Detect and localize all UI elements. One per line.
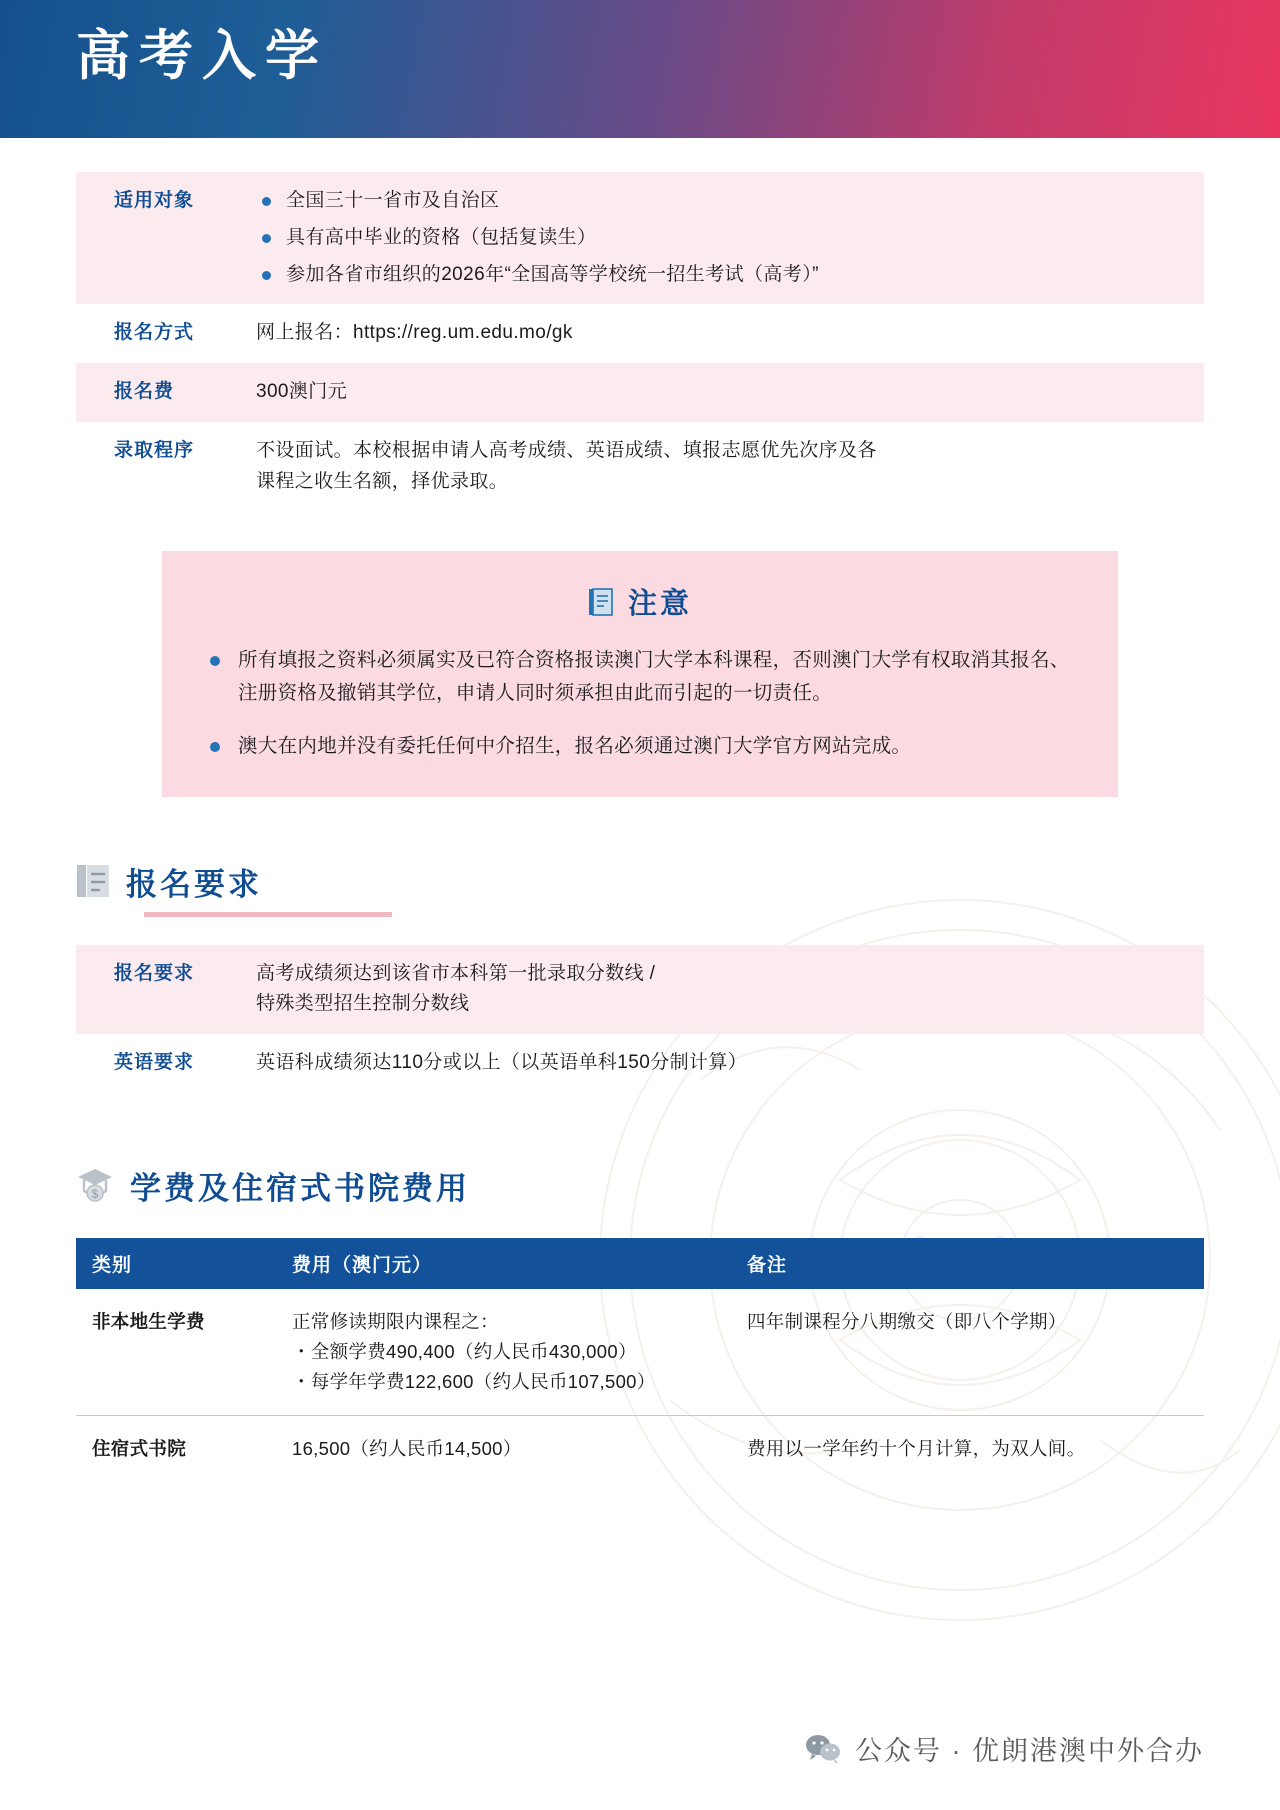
fees-table-header xyxy=(76,1238,1204,1289)
cell-fee: 16,500（约人民币14,500） xyxy=(292,1437,522,1459)
page-content xyxy=(0,172,1280,1482)
section-underline xyxy=(144,912,392,917)
notice-title: 注意 xyxy=(627,588,692,621)
wechat-icon xyxy=(805,1734,841,1764)
info-value-application-url[interactable]: 网上报名：https://reg.um.edu.mo/gk xyxy=(256,322,573,344)
cell-category: 非本地生学费 xyxy=(76,1289,276,1415)
requirements-table xyxy=(76,945,1204,1093)
cell-remark: 费用以一学年约十个月计算，为双人间。 xyxy=(747,1437,1086,1459)
info-value: 不设面试。本校根据申请人高考成绩、英语成绩、填报志愿优先次序及各课程之收生名额，择优录取。 xyxy=(256,439,877,492)
notice-header xyxy=(206,581,1074,622)
fees-table-body xyxy=(76,1289,1204,1482)
list-item: 全国三十一省市及自治区 xyxy=(256,186,1184,217)
cell-category: 住宿式书院 xyxy=(92,1437,187,1459)
cell-fee xyxy=(276,1289,731,1415)
fee-line-1: 正常修读期限内课程之： xyxy=(292,1310,499,1332)
requirement-line-1: 高考成绩须达到该省市本科第一批录取分数线 / xyxy=(256,962,656,984)
info-label: 报名费 xyxy=(114,381,175,403)
info-row-eligibility xyxy=(76,172,1204,304)
graduation-cap-icon xyxy=(76,1165,114,1205)
notice-box xyxy=(162,551,1118,796)
info-label: 适用对象 xyxy=(114,190,195,211)
list-item: 澳大在内地并没有委托任何中介招生，报名必须通过澳门大学官方网站完成。 xyxy=(206,730,1074,763)
info-label: 报名要求 xyxy=(114,962,195,984)
info-label: 报名方式 xyxy=(114,322,195,344)
fee-line-2: ・全额学费490,400（约人民币430,000） xyxy=(292,1340,637,1362)
footer-text: 公众号 · 优朗港澳中外合办 xyxy=(855,1736,1204,1766)
info-row-application-fee xyxy=(76,363,1204,422)
column-header-remark: 备注 xyxy=(731,1238,1204,1289)
fee-line-3: ・每学年学费122,600（约人民币107,500） xyxy=(292,1370,656,1392)
info-label: 录取程序 xyxy=(114,439,195,461)
requirement-line-2: 特殊类型招生控制分数线 xyxy=(256,993,470,1015)
footer xyxy=(805,1729,1204,1768)
requirement-row-score xyxy=(76,945,1204,1035)
section-header-fees xyxy=(76,1163,1204,1208)
table-row xyxy=(76,1289,1204,1415)
section-header-requirements xyxy=(76,859,1204,904)
requirement-row-english xyxy=(76,1034,1204,1093)
info-label: 英语要求 xyxy=(114,1052,195,1074)
info-value xyxy=(256,186,1204,290)
column-header-fee: 费用（澳门元） xyxy=(276,1238,731,1289)
column-header-category: 类别 xyxy=(76,1238,276,1289)
info-value: 300澳门元 xyxy=(256,381,348,403)
svg-text:$: $ xyxy=(91,1187,99,1202)
admission-info-table xyxy=(76,172,1204,511)
info-value: 英语科成绩须达110分或以上（以英语单科150分制计算） xyxy=(256,1052,748,1074)
table-header-row xyxy=(76,1238,1204,1289)
list-item: 具有高中毕业的资格（包括复读生） xyxy=(256,223,1184,254)
section-title: 学费及住宿式书院费用 xyxy=(130,1170,470,1206)
info-value xyxy=(256,959,1204,1021)
info-row-application-method xyxy=(76,304,1204,363)
list-icon xyxy=(76,862,110,900)
eligibility-list xyxy=(256,186,1184,290)
note-icon xyxy=(588,587,614,617)
page-title: 高考入学 xyxy=(76,26,328,86)
list-item: 参加各省市组织的2026年“全国高等学校统一招生考试（高考）” xyxy=(256,260,1184,291)
info-row-admission-procedure xyxy=(76,422,1204,512)
fees-table xyxy=(76,1238,1204,1482)
list-item: 所有填报之资料必须属实及已符合资格报读澳门大学本科课程，否则澳门大学有权取消其报名、注册资格及撤销其学位，申请人同时须承担由此而引起的一切责任。 xyxy=(206,644,1074,710)
section-title: 报名要求 xyxy=(126,866,262,902)
page-header-banner xyxy=(0,0,1280,138)
cell-remark: 四年制课程分八期缴交（即八个学期） xyxy=(731,1289,1204,1415)
table-row xyxy=(76,1415,1204,1481)
notice-list xyxy=(206,644,1074,762)
